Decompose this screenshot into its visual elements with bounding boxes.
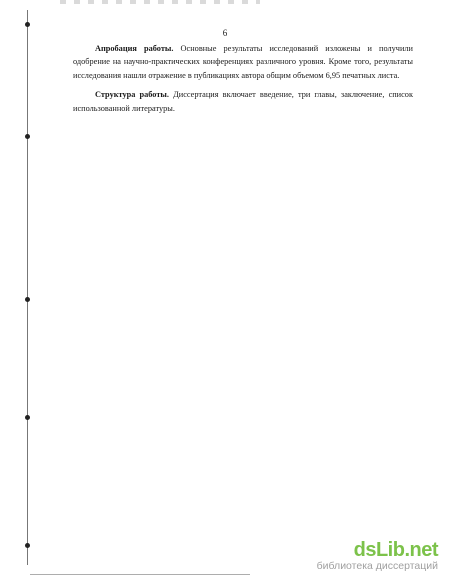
paragraph-text: Основные результаты исследований изложены и получили одобрение на научно-практических конференциях различного уровня. Кроме того, результаты исследования нашли отражение в публикациях автора общим объемом 6,95 печатных листа. (73, 44, 413, 80)
paragraph-text: Диссертация включает введение, три главы, заключение, список использованной литературы. (73, 90, 413, 113)
watermark (317, 540, 438, 573)
punch-hole (25, 22, 30, 27)
binding-line (27, 10, 28, 565)
watermark-subtitle: библиотека диссертаций (316, 560, 438, 572)
punch-hole (25, 134, 30, 139)
watermark-logo: dsLib.net (353, 539, 438, 561)
scan-artifact (60, 0, 260, 4)
punch-hole (25, 415, 30, 420)
document-body (73, 42, 413, 121)
paragraph-lead: Структура работы. (95, 90, 169, 100)
page-number: 6 (222, 28, 228, 38)
punch-hole (25, 297, 30, 302)
paragraph-lead: Апробация работы. (95, 44, 174, 53)
paragraph-approbation (73, 42, 413, 82)
punch-hole (25, 543, 30, 548)
paragraph-structure (73, 88, 413, 115)
scan-bottom-line (30, 574, 250, 575)
